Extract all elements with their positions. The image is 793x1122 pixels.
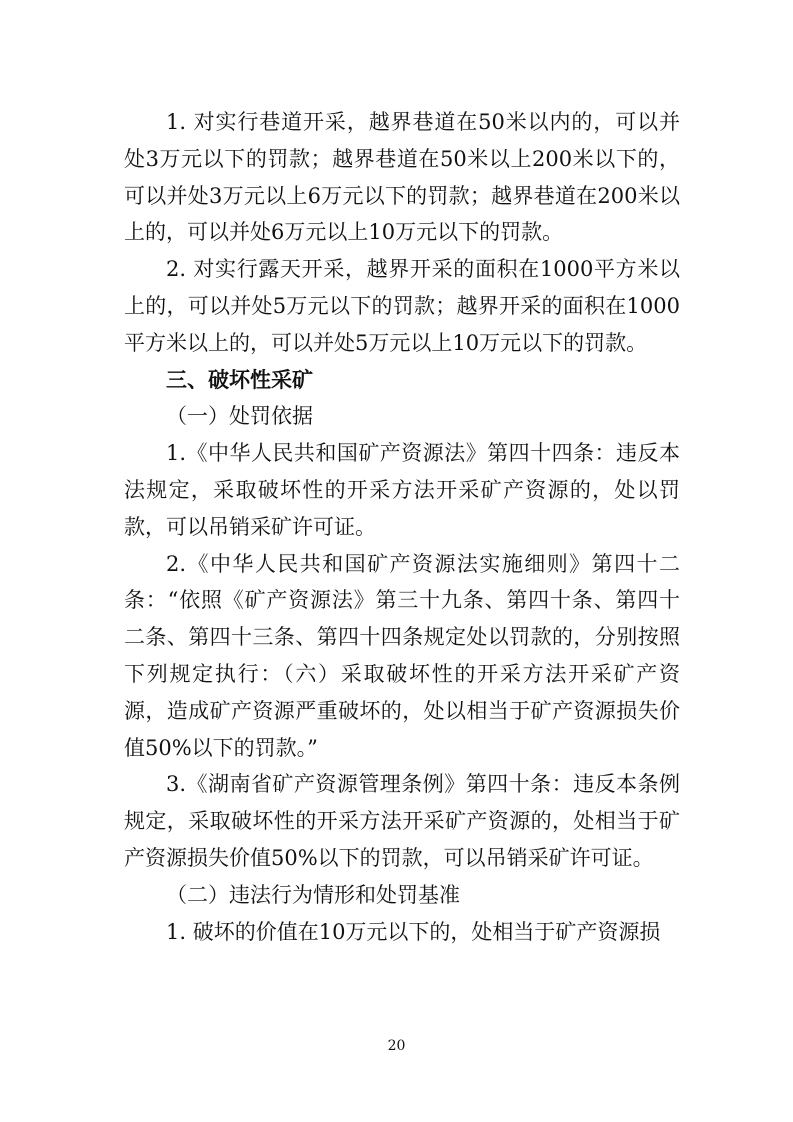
page-number: 20 [387, 1038, 406, 1054]
paragraph-tunnel-mining-penalty: 1. 对实行巷道开采，越界巷道在50米以内的，可以并处3万元以下的罚款；越界巷道在50米以上200米以下的，可以并处3万元以上6万元以下的罚款；越界巷道在200米以上的，可以并处6万元以上10万元以下的罚款。 [124, 110, 680, 245]
paragraph-hunan-regulations-article-40: 3.《湖南省矿产资源管理条例》第四十条：违反本条例规定，采取破坏性的开采方法开采矿产资源的，处相当于矿产资源损失价值50%以下的罚款，可以吊销采矿许可证。 [124, 772, 680, 870]
paragraph-damage-value-under-100k: 1. 破坏的价值在10万元以下的，处相当于矿产资源损 [166, 919, 661, 944]
paragraph-mineral-resources-law-article-44: 1.《中华人民共和国矿产资源法》第四十四条：违反本法规定，采取破坏性的开采方法开采矿产资源的，处以罚款，可以吊销采矿许可证。 [124, 441, 680, 539]
subsection-heading-penalty-basis: （一）处罚依据 [166, 404, 313, 429]
paragraph-open-pit-mining-penalty: 2. 对实行露天开采，越界开采的面积在1000平方米以上的，可以并处5万元以下的罚款；越界开采的面积在1000平方米以上的，可以并处5万元以上10万元以下的罚款。 [124, 257, 680, 355]
section-heading-destructive-mining: 三、破坏性采矿 [166, 367, 313, 392]
paragraph-implementation-rules-article-42: 2.《中华人民共和国矿产资源法实施细则》第四十二条：“依照《矿产资源法》第三十九条、第四十条、第四十二条、第四十三条、第四十四条规定处以罚款的，分别按照下列规定执行：（六）采取破坏性的开采方法开采矿产资源，造成矿产资源严重破坏的，处以相当于矿产资源损失价值50%以下的罚款。” [124, 551, 680, 760]
document-body [124, 104, 680, 950]
subsection-heading-violation-circumstances: （二）违法行为情形和处罚基准 [166, 882, 460, 907]
